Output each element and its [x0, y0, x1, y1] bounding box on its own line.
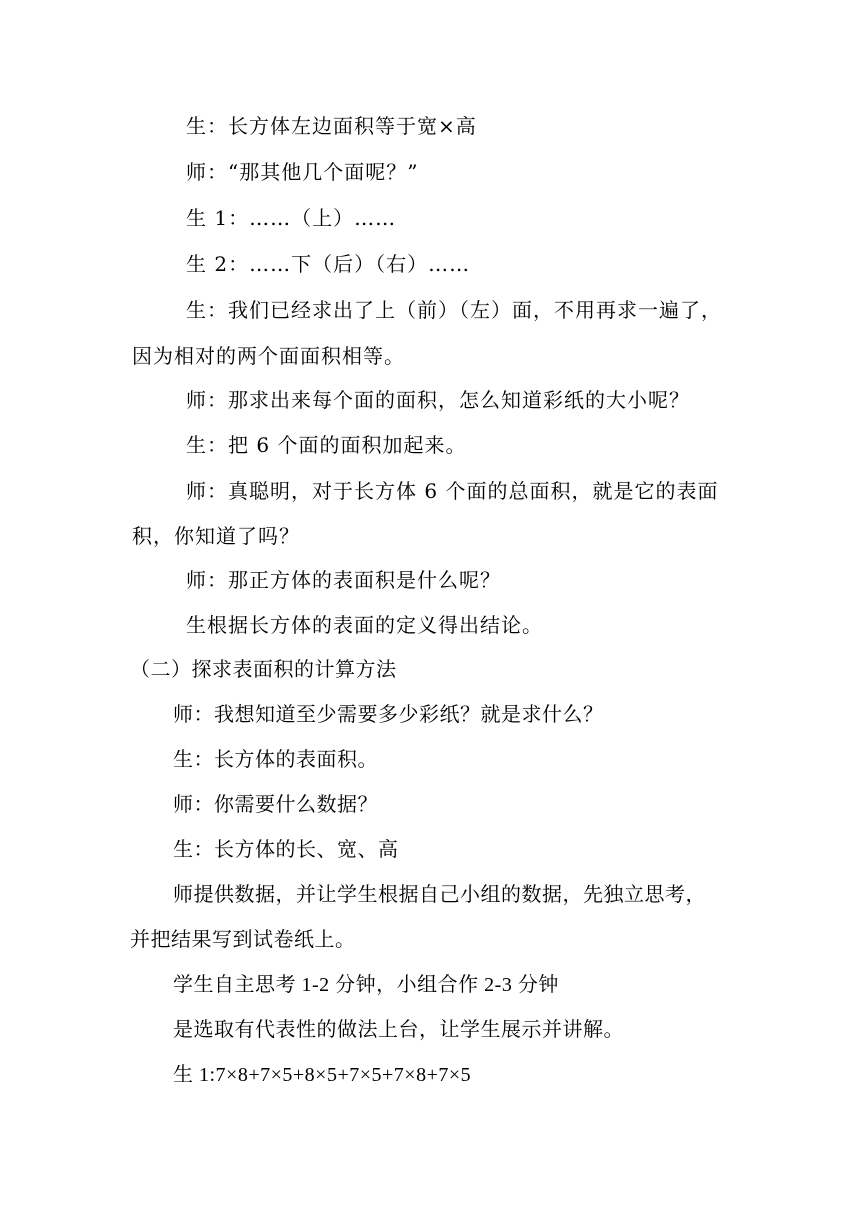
paragraph-line: 师：那正方体的表面积是什么呢？	[186, 568, 501, 592]
paragraph-line: 师：我想知道至少需要多少彩纸？就是求什么？	[173, 704, 604, 726]
paragraph-line: 因为相对的两个面面积相等。	[132, 344, 405, 368]
paragraph-line: 积，你知道了吗？	[132, 524, 300, 548]
paragraph-line: 并把结果写到试卷纸上。	[130, 929, 356, 951]
paragraph-line: 生：我们已经求出了上（前）（左）面，不用再求一遍了，	[186, 298, 722, 322]
paragraph-line: 生 1：……（上）……	[186, 206, 397, 230]
paragraph-line: 生：长方体的表面积。	[173, 749, 378, 771]
paragraph-line: 生：长方体的长、宽、高	[173, 839, 399, 861]
paragraph-line: 生 2：……下（后）（右）……	[186, 252, 471, 276]
paragraph-line: 师：你需要什么数据？	[173, 794, 378, 816]
paragraph-line: 师：那求出来每个面的面积，怎么知道彩纸的大小呢？	[186, 388, 690, 412]
paragraph-line: 生根据长方体的表面的定义得出结论。	[186, 613, 543, 637]
paragraph-line: 学生自主思考 1-2 分钟，小组合作 2-3 分钟	[173, 974, 559, 996]
paragraph-line: 师提供数据，并让学生根据自己小组的数据，先独立思考，	[173, 884, 706, 906]
paragraph-line: 生 1:7×8+7×5+8×5+7×5+7×8+7×5	[173, 1064, 472, 1086]
paragraph-line: 生：长方体左边面积等于宽×高	[186, 114, 477, 138]
paragraph-line: 师：“那其他几个面呢？”	[186, 160, 419, 184]
paragraph-line: 生：把 6 个面的面积加起来。	[186, 433, 467, 457]
section-heading: （二）探求表面积的计算方法	[130, 659, 397, 681]
paragraph-line: 师：真聪明，对于长方体 6 个面的总面积，就是它的表面	[186, 479, 719, 503]
paragraph-line: 是选取有代表性的做法上台，让学生展示并讲解。	[173, 1019, 624, 1041]
